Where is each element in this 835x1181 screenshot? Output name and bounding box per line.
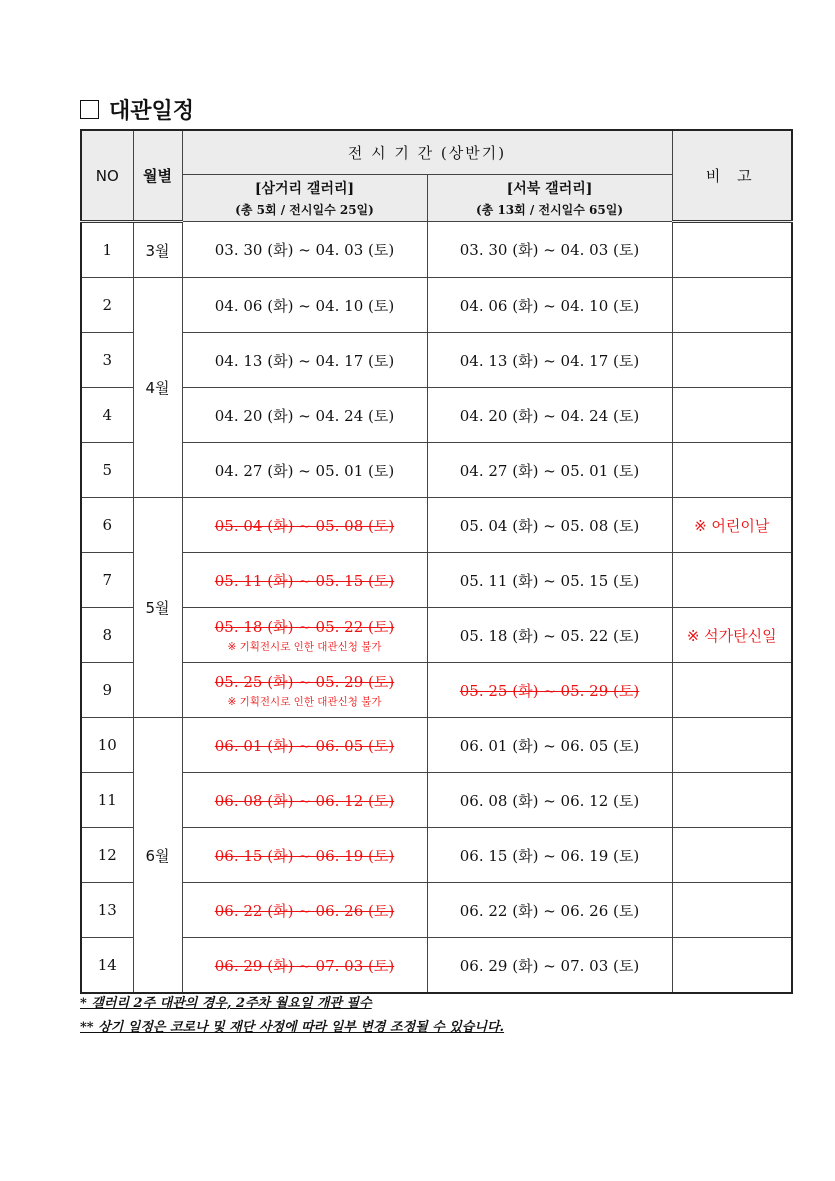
table-row xyxy=(81,222,792,278)
gallery1-period-cancelled xyxy=(182,498,427,553)
row-number: 10 xyxy=(81,718,133,773)
gallery1-period: 04. 20 (화) ~ 04. 24 (토) xyxy=(182,388,427,443)
gallery2-period: 05. 18 (화) ~ 05. 22 (토) xyxy=(427,608,672,663)
gallery1-period-cancelled xyxy=(182,883,427,938)
unavailable-note: ※ 기획전시로 인한 대관신청 불가 xyxy=(227,696,382,708)
gallery1-period-cancelled xyxy=(182,553,427,608)
cancelled-period: 05. 25 (화) ~ 05. 29 (토) xyxy=(459,681,640,700)
row-number: 8 xyxy=(81,608,133,663)
month-cell: 6월 xyxy=(133,718,182,994)
row-number: 7 xyxy=(81,553,133,608)
table-row xyxy=(81,388,792,443)
gallery1-period-cancelled xyxy=(182,773,427,828)
remark-cell xyxy=(672,773,792,828)
remark-cell xyxy=(672,388,792,443)
row-number: 11 xyxy=(81,773,133,828)
table-row xyxy=(81,333,792,388)
remark-cell: ※ 어린이날 xyxy=(672,498,792,553)
row-number: 5 xyxy=(81,443,133,498)
remark-cell xyxy=(672,663,792,718)
cancelled-period: 06. 15 (화) ~ 06. 19 (토) xyxy=(214,846,395,865)
table-row xyxy=(81,883,792,938)
footnote-schedule-change: ** 상기 일정은 코로나 및 재단 사정에 따라 일부 변경 조정될 수 있습니다. xyxy=(80,1020,505,1035)
section-title-text: 대관일정 xyxy=(109,99,195,124)
month-cell: 3월 xyxy=(133,222,182,278)
row-number: 12 xyxy=(81,828,133,883)
cancelled-period: 06. 08 (화) ~ 06. 12 (토) xyxy=(214,791,395,810)
cancelled-period: 05. 11 (화) ~ 05. 15 (토) xyxy=(214,571,395,590)
row-number: 2 xyxy=(81,278,133,333)
cancelled-period: 06. 22 (화) ~ 06. 26 (토) xyxy=(214,901,395,920)
remark-cell xyxy=(672,443,792,498)
header-remark: 비 고 xyxy=(672,130,792,222)
section-title xyxy=(80,94,194,125)
remark-cell xyxy=(672,222,792,278)
gallery1-period: 04. 06 (화) ~ 04. 10 (토) xyxy=(182,278,427,333)
gallery2-period: 04. 13 (화) ~ 04. 17 (토) xyxy=(427,333,672,388)
header-gallery-seobuk xyxy=(427,175,672,222)
row-number: 14 xyxy=(81,938,133,994)
gallery-name: [서북 갤러리] xyxy=(506,181,593,197)
table-row xyxy=(81,553,792,608)
gallery2-period: 06. 01 (화) ~ 06. 05 (토) xyxy=(427,718,672,773)
table-row xyxy=(81,498,792,553)
cancelled-period: 06. 01 (화) ~ 06. 05 (토) xyxy=(214,736,395,755)
header-month: 월별 xyxy=(133,130,182,222)
gallery2-period: 04. 27 (화) ~ 05. 01 (토) xyxy=(427,443,672,498)
gallery1-period-cancelled xyxy=(182,608,427,663)
row-number: 9 xyxy=(81,663,133,718)
gallery2-period: 06. 08 (화) ~ 06. 12 (토) xyxy=(427,773,672,828)
header-period: 전 시 기 간 (상반기) xyxy=(182,130,672,175)
table-row xyxy=(81,718,792,773)
gallery2-period: 06. 22 (화) ~ 06. 26 (토) xyxy=(427,883,672,938)
gallery2-period: 04. 20 (화) ~ 04. 24 (토) xyxy=(427,388,672,443)
gallery2-period: 03. 30 (화) ~ 04. 03 (토) xyxy=(427,222,672,278)
rental-schedule-table xyxy=(80,129,793,994)
header-no: NO xyxy=(81,130,133,222)
remark-cell: ※ 석가탄신일 xyxy=(672,608,792,663)
table-row xyxy=(81,278,792,333)
cancelled-period: 05. 04 (화) ~ 05. 08 (토) xyxy=(214,516,395,535)
gallery2-period: 05. 04 (화) ~ 05. 08 (토) xyxy=(427,498,672,553)
remark-cell xyxy=(672,278,792,333)
gallery1-period-cancelled xyxy=(182,663,427,718)
table-row xyxy=(81,828,792,883)
remark-cell xyxy=(672,883,792,938)
gallery-summary: (총 5회 / 전시일수 25일) xyxy=(235,203,374,217)
footnote-two-week-rental: * 갤러리 2주 대관의 경우, 2주차 월요일 개관 필수 xyxy=(80,996,372,1011)
cancelled-period: 05. 18 (화) ~ 05. 22 (토) xyxy=(214,618,395,636)
cancelled-period: 05. 25 (화) ~ 05. 29 (토) xyxy=(214,673,395,691)
header-gallery-samgeori xyxy=(182,175,427,222)
gallery1-period-cancelled xyxy=(182,938,427,994)
gallery1-period: 04. 27 (화) ~ 05. 01 (토) xyxy=(182,443,427,498)
remark-cell xyxy=(672,718,792,773)
gallery2-period: 06. 15 (화) ~ 06. 19 (토) xyxy=(427,828,672,883)
gallery2-period: 05. 11 (화) ~ 05. 15 (토) xyxy=(427,553,672,608)
gallery-name: [삼거리 갤러리] xyxy=(254,181,355,197)
table-row xyxy=(81,443,792,498)
gallery1-period: 04. 13 (화) ~ 04. 17 (토) xyxy=(182,333,427,388)
month-cell: 5월 xyxy=(133,498,182,718)
table-row xyxy=(81,608,792,663)
row-number: 1 xyxy=(81,222,133,278)
remark-cell xyxy=(672,553,792,608)
unavailable-note: ※ 기획전시로 인한 대관신청 불가 xyxy=(227,641,382,653)
gallery2-period: 04. 06 (화) ~ 04. 10 (토) xyxy=(427,278,672,333)
month-cell: 4월 xyxy=(133,278,182,498)
gallery1-period: 03. 30 (화) ~ 04. 03 (토) xyxy=(182,222,427,278)
row-number: 6 xyxy=(81,498,133,553)
gallery1-period-cancelled xyxy=(182,828,427,883)
gallery-summary: (총 13회 / 전시일수 65일) xyxy=(476,203,623,217)
table-row xyxy=(81,938,792,994)
row-number: 3 xyxy=(81,333,133,388)
row-number: 13 xyxy=(81,883,133,938)
row-number: 4 xyxy=(81,388,133,443)
table-row xyxy=(81,773,792,828)
gallery2-period: 06. 29 (화) ~ 07. 03 (토) xyxy=(427,938,672,994)
gallery1-period-cancelled xyxy=(182,718,427,773)
remark-cell xyxy=(672,333,792,388)
table-row xyxy=(81,663,792,718)
gallery2-period-cancelled xyxy=(427,663,672,718)
remark-cell xyxy=(672,938,792,994)
checkbox-square-icon xyxy=(80,100,99,119)
cancelled-period: 06. 29 (화) ~ 07. 03 (토) xyxy=(214,956,395,975)
remark-cell xyxy=(672,828,792,883)
